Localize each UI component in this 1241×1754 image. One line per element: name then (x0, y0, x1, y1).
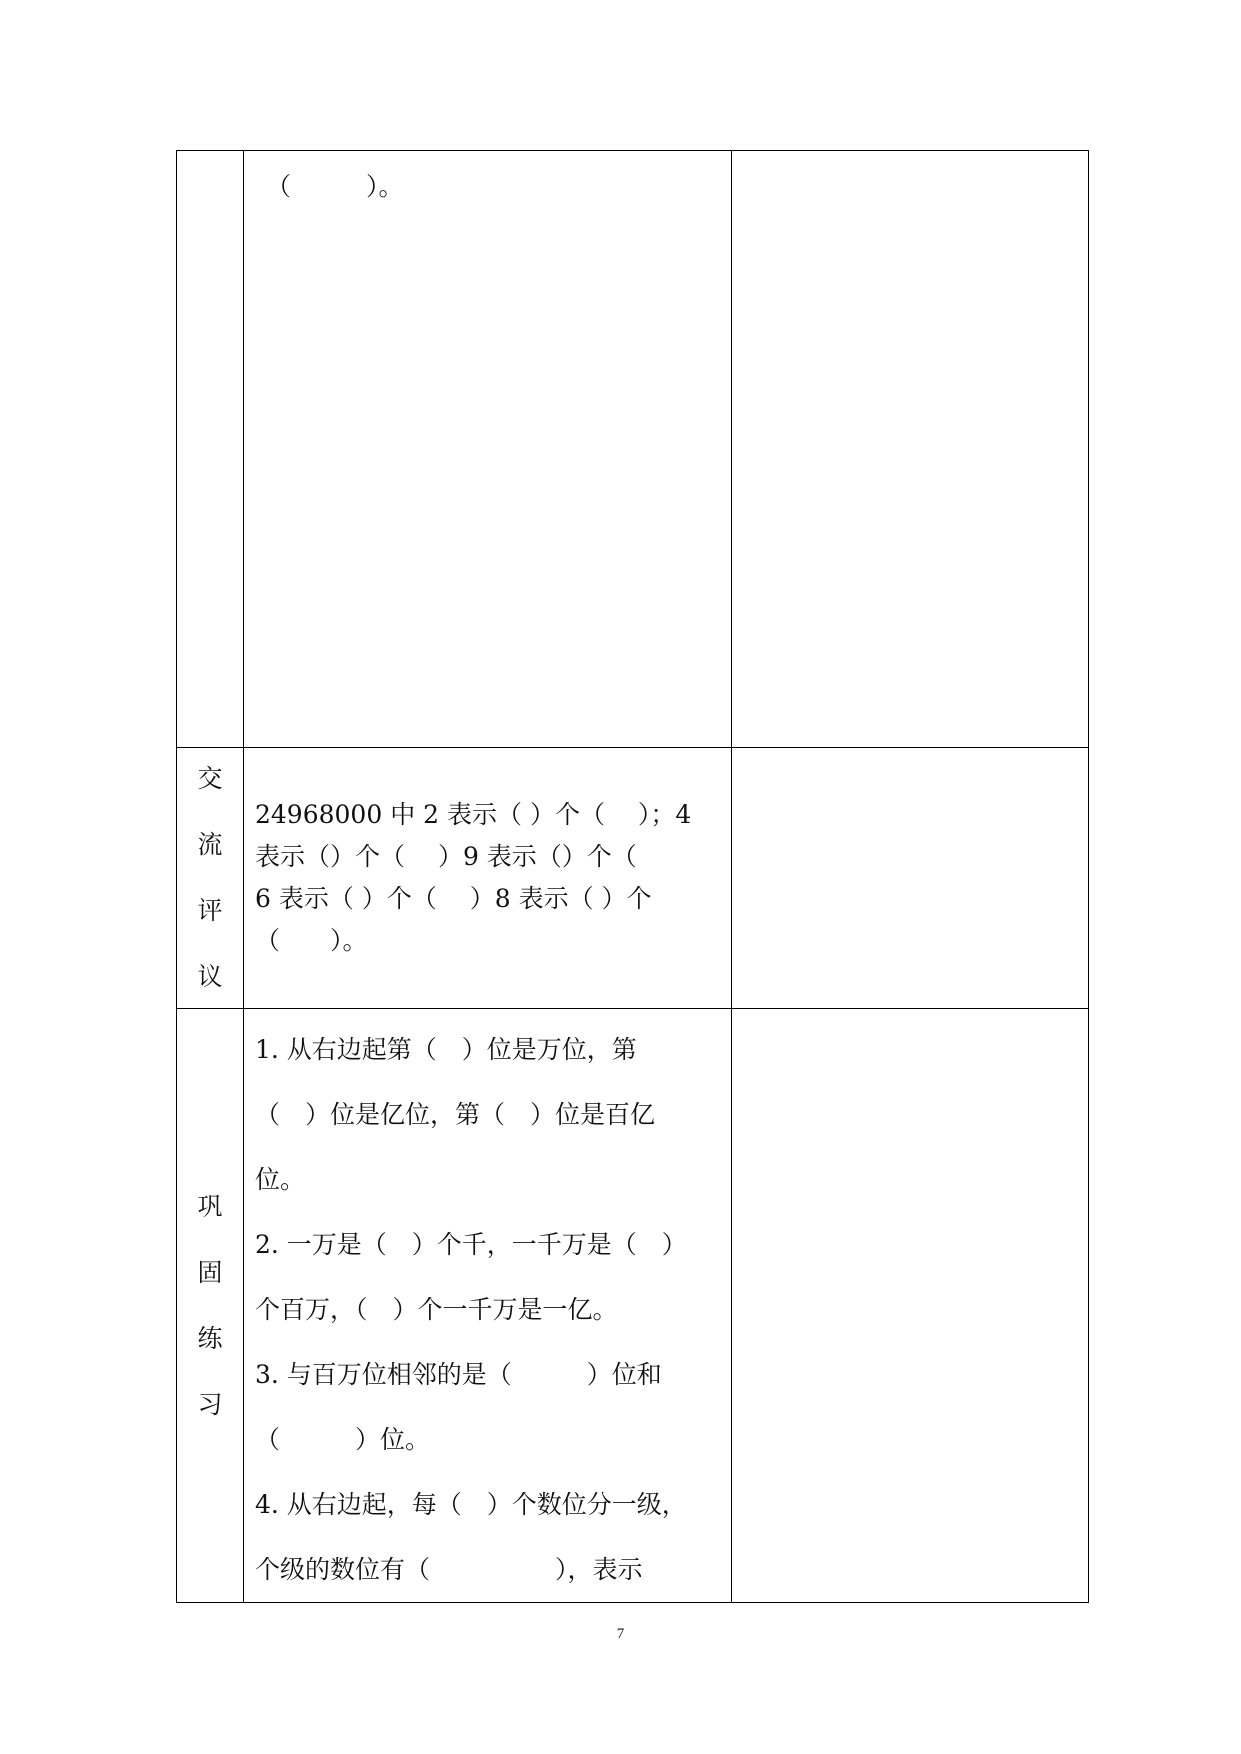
label-cell-practice (177, 1009, 244, 1603)
label-char: 评 (197, 896, 223, 925)
main-cell-share (244, 748, 732, 1009)
label-char: 交 (197, 764, 223, 793)
practice-line: 4. 从右边起，每（ ）个数位分一级， (255, 1490, 687, 1519)
share-line: 6 表示（ ）个（ ）8 表示（ ）个 (255, 884, 652, 913)
practice-line: 1. 从右边起第（ ）位是万位，第 (255, 1035, 637, 1064)
main-cell-continuation (244, 151, 732, 748)
label-char: 巩 (197, 1191, 223, 1221)
page-number: 7 (616, 1626, 625, 1642)
table-row-practice (177, 1009, 1089, 1603)
notes-cell (732, 151, 1089, 748)
practice-line: 3. 与百万位相邻的是（ ）位和 (255, 1360, 662, 1389)
practice-line: （ ）位是亿位，第（ ）位是百亿 (255, 1100, 656, 1129)
label-cell-share (177, 748, 244, 1009)
share-line: 24968000 中 2 表示（ ）个（ ）；4 (255, 800, 692, 829)
share-line: 表示（）个（ ）9 表示（）个（ (255, 842, 637, 871)
practice-line: 个级的数位有（ ），表示 (255, 1555, 643, 1584)
label-char: 练 (197, 1323, 223, 1353)
label-char: 流 (197, 830, 223, 859)
lesson-table (176, 150, 1089, 1603)
table-row-share (177, 748, 1089, 1009)
practice-line: 个百万，（ ）个一千万是一亿。 (255, 1295, 618, 1324)
share-line: （ ）。 (255, 926, 368, 955)
continuation-line: （ ）。 (266, 172, 404, 201)
label-cell-empty (177, 151, 244, 748)
notes-cell (732, 1009, 1089, 1603)
label-char: 习 (197, 1389, 223, 1419)
practice-line: 2. 一万是（ ）个千，一千万是（ ） (255, 1230, 687, 1259)
table-row-continuation (177, 151, 1089, 748)
label-char: 议 (197, 962, 223, 991)
practice-line: （ ）位。 (255, 1425, 431, 1454)
label-char: 固 (197, 1257, 223, 1287)
practice-line: 位。 (255, 1165, 306, 1194)
notes-cell (732, 748, 1089, 1009)
main-cell-practice (244, 1009, 732, 1603)
